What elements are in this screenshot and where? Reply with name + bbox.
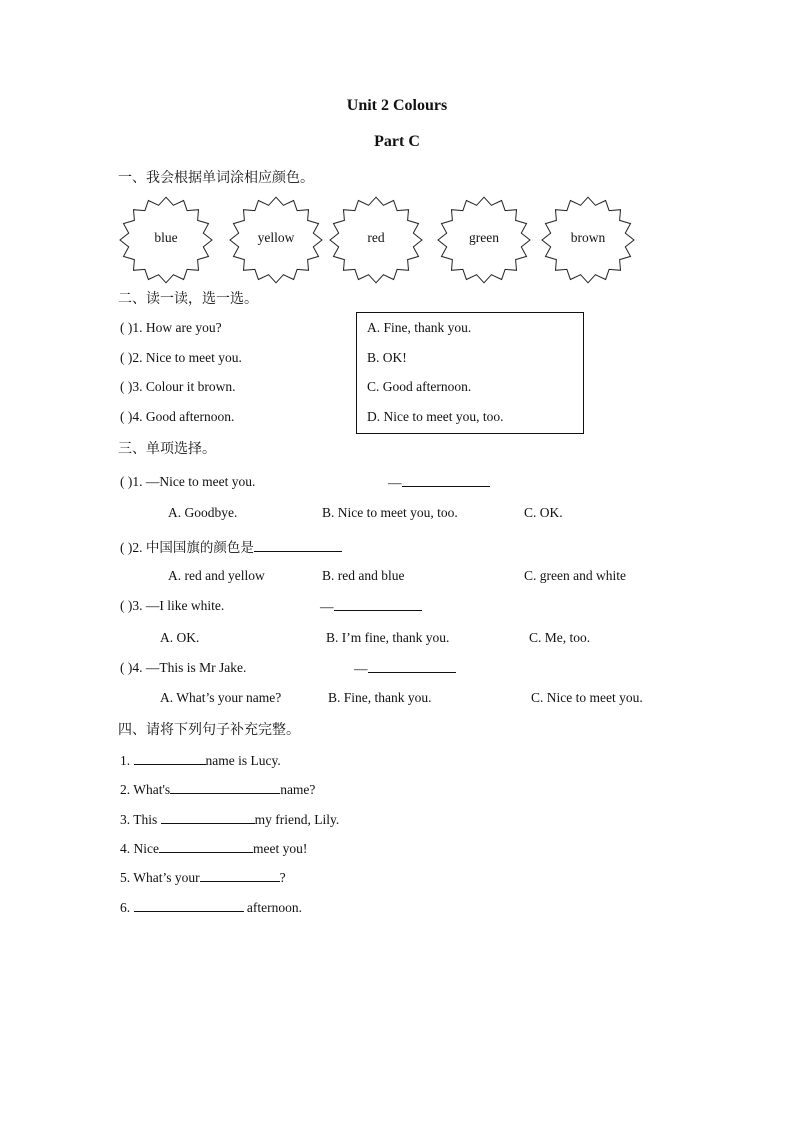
answer-blank[interactable] (161, 811, 255, 824)
mc-question (120, 536, 342, 556)
response-line (320, 598, 422, 615)
flower-red (326, 194, 426, 286)
answer-blank[interactable] (170, 781, 280, 794)
answer-paren[interactable]: ( ) (120, 320, 133, 335)
fill-sentence (120, 752, 281, 769)
answer-paren[interactable]: ( ) (120, 598, 133, 613)
sentence-start: 5. What’s your (120, 870, 200, 885)
answer-blank[interactable] (254, 539, 342, 552)
flower-brown (538, 194, 638, 286)
question-text: 3. Colour it brown. (132, 379, 236, 394)
flower-word: red (367, 230, 385, 245)
sentence-end: name? (280, 782, 316, 797)
mc-option: C. OK. (524, 505, 563, 520)
section2-question (120, 320, 222, 336)
fill-sentence (120, 869, 286, 886)
flower-word: brown (570, 230, 606, 245)
fill-sentence (120, 840, 307, 857)
options-box (356, 312, 584, 434)
mc-question (120, 474, 255, 490)
sentence-end: meet you! (252, 841, 308, 856)
mc-option: B. I’m fine, thank you. (326, 630, 450, 645)
answer-paren[interactable]: ( ) (120, 379, 133, 394)
sentence-end: name is Lucy. (205, 753, 281, 768)
sentence-start: 3. This (120, 812, 161, 827)
answer-blank[interactable] (334, 598, 422, 611)
mc-option: A. What’s your name? (160, 690, 282, 705)
response-dash: — (388, 475, 402, 490)
mc-option: B. red and blue (322, 568, 405, 583)
answer-blank[interactable] (200, 869, 280, 882)
answer-blank[interactable] (134, 752, 206, 765)
page-title: Unit 2 Colours (346, 97, 448, 114)
answer-paren[interactable]: ( ) (120, 350, 133, 365)
answer-blank[interactable] (368, 660, 456, 673)
flower-yellow (226, 194, 326, 286)
answer-paren[interactable]: ( ) (120, 540, 133, 555)
response-line (354, 660, 456, 677)
section3-heading: 三、单项选择。 (118, 442, 216, 457)
mc-option: C. Me, too. (529, 630, 591, 645)
sentence-start: 1. (120, 753, 134, 768)
sentence-end: afternoon. (243, 900, 302, 915)
option-d: D. Nice to meet you, too. (367, 409, 504, 424)
question-stem: 4. —This is Mr Jake. (132, 660, 247, 675)
answer-paren[interactable]: ( ) (120, 409, 133, 424)
mc-question (120, 660, 246, 676)
answer-blank[interactable] (159, 840, 253, 853)
section2-heading: 二、读一读，选一选。 (118, 292, 258, 307)
question-text: 1. How are you? (132, 320, 222, 335)
flower-word: yellow (257, 230, 295, 245)
mc-option: A. red and yellow (168, 568, 265, 583)
section1-heading: 一、我会根据单词涂相应颜色。 (118, 171, 314, 186)
mc-option: B. Nice to meet you, too. (322, 505, 458, 520)
answer-blank[interactable] (134, 899, 244, 912)
question-text: 2. Nice to meet you. (132, 350, 242, 365)
response-dash: — (354, 661, 368, 676)
sentence-start: 6. (120, 900, 134, 915)
mc-option: C. Nice to meet you. (531, 690, 643, 705)
flower-green (434, 194, 534, 286)
flower-word: green (469, 230, 499, 245)
answer-paren[interactable]: ( ) (120, 660, 133, 675)
option-a: A. Fine, thank you. (367, 320, 472, 335)
question-stem: 2. 中国国旗的颜色是 (132, 540, 254, 555)
mc-option: A. OK. (160, 630, 200, 645)
question-text: 4. Good afternoon. (132, 409, 235, 424)
fill-sentence (120, 781, 315, 798)
answer-paren[interactable]: ( ) (120, 474, 133, 489)
fill-sentence (120, 811, 339, 828)
mc-option: B. Fine, thank you. (328, 690, 432, 705)
sentence-end: my friend, Lily. (254, 812, 340, 827)
page-subtitle: Part C (374, 133, 420, 150)
fill-sentence (120, 899, 302, 916)
question-stem: 1. —Nice to meet you. (132, 474, 256, 489)
option-c: C. Good afternoon. (367, 379, 472, 394)
flower-blue (116, 194, 216, 286)
answer-blank[interactable] (402, 474, 490, 487)
sentence-start: 4. Nice (120, 841, 159, 856)
section2-question (120, 350, 242, 366)
mc-option: C. green and white (524, 568, 626, 583)
sentence-start: 2. What's (120, 782, 171, 797)
response-line (388, 474, 490, 491)
section2-question (120, 409, 234, 425)
question-stem: 3. —I like white. (132, 598, 225, 613)
mc-question (120, 598, 224, 614)
section4-heading: 四、请将下列句子补充完整。 (118, 723, 300, 738)
mc-option: A. Goodbye. (168, 505, 238, 520)
sentence-end: ? (279, 870, 286, 885)
option-b: B. OK! (367, 350, 407, 365)
response-dash: — (320, 599, 334, 614)
flower-word: blue (154, 230, 178, 245)
section2-question (120, 379, 236, 395)
